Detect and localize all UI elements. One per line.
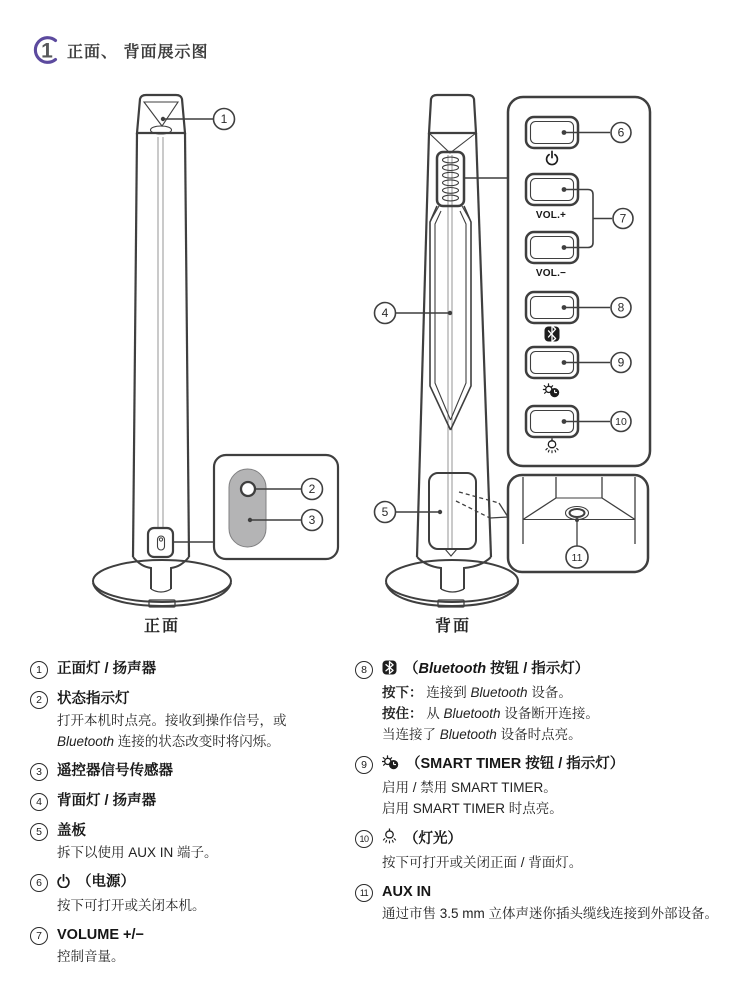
callout-number-badge: 4 xyxy=(30,793,48,811)
legend-item-body xyxy=(57,659,350,680)
svg-text:3: 3 xyxy=(308,513,316,527)
legend-item-title xyxy=(57,821,350,842)
text-segment: 当连接了 xyxy=(382,727,440,742)
callout-9 xyxy=(564,353,631,373)
status-indicator xyxy=(241,482,255,496)
back-caption: 背面 xyxy=(434,618,472,635)
callout-number-badge: 10 xyxy=(355,830,373,848)
legend-item-body xyxy=(57,689,350,752)
callout-5 xyxy=(375,502,443,523)
front-base xyxy=(93,560,231,602)
legend-right-column xyxy=(355,659,740,933)
legend-item-title xyxy=(57,925,350,946)
legend-item-desc xyxy=(57,842,350,863)
legend-item-title xyxy=(57,872,350,895)
vol-minus-label: VOL.− xyxy=(535,268,567,279)
text-segment: 从 xyxy=(422,706,444,721)
text-segment: Bluetooth xyxy=(439,727,497,742)
text-segment: （电源） xyxy=(77,874,135,890)
remote-sensor-area xyxy=(229,469,266,547)
button-panel-inset xyxy=(508,97,650,466)
svg-text:10: 10 xyxy=(615,416,627,429)
text-segment: Bluetooth xyxy=(470,685,528,700)
svg-text:6: 6 xyxy=(617,125,625,140)
legend-item-7 xyxy=(30,925,350,967)
text-segment: VOLUME +/− xyxy=(57,927,145,943)
legend-item-5 xyxy=(30,821,350,863)
svg-text:9: 9 xyxy=(617,355,625,370)
legend-item-desc xyxy=(382,724,740,745)
callout-6 xyxy=(564,123,631,143)
text-segment: 按住： xyxy=(382,706,423,721)
legend-left-column xyxy=(30,659,350,976)
front-light-aperture xyxy=(144,102,178,126)
callout-11 xyxy=(566,518,588,568)
text-segment: 启用 / 禁用 SMART TIMER。 xyxy=(382,780,557,795)
text-segment: AUX IN xyxy=(382,884,432,900)
text-segment: 状态指示灯 xyxy=(57,691,130,707)
smart-timer-icon xyxy=(543,384,559,397)
text-segment: （SMART TIMER 按钮 / 指示灯） xyxy=(406,756,625,772)
legend-item-desc xyxy=(382,798,740,819)
legend-item-body xyxy=(57,791,350,812)
chapter-number: 1 xyxy=(41,39,53,63)
bluetooth-icon xyxy=(382,660,397,682)
legend-item-body xyxy=(382,882,740,924)
svg-text:1: 1 xyxy=(220,112,228,126)
front-detail-inset xyxy=(214,455,338,559)
text-segment: 打开本机时点亮。接收到操作信号，或 xyxy=(57,713,287,728)
text-segment: Bluetooth xyxy=(418,661,487,677)
legend-item-title xyxy=(57,761,350,782)
smart-timer-icon xyxy=(382,755,399,777)
text-segment: 设备。 xyxy=(527,685,572,700)
text-segment: 正面灯 / 扬声器 xyxy=(57,661,157,677)
svg-text:4: 4 xyxy=(381,306,389,320)
front-tower-illustration xyxy=(93,95,235,635)
legend-item-8 xyxy=(355,659,740,745)
svg-text:5: 5 xyxy=(381,505,389,519)
text-segment: 按钮 / 指示灯） xyxy=(486,661,590,677)
text-segment: 控制音量。 xyxy=(57,949,125,964)
legend-item-desc xyxy=(382,852,740,873)
legend-item-desc xyxy=(57,946,350,967)
legend-item-title xyxy=(382,882,740,903)
text-segment: Bluetooth xyxy=(57,734,115,749)
legend-item-body xyxy=(382,754,740,819)
status-window xyxy=(148,528,173,557)
callout-number-badge: 9 xyxy=(355,756,373,774)
callout-number-badge: 2 xyxy=(30,691,48,709)
text-segment: （灯光） xyxy=(404,831,462,847)
callout-number-badge: 7 xyxy=(30,927,48,945)
back-light-panel xyxy=(430,206,471,430)
legend-item-title xyxy=(382,828,740,852)
legend-item-3 xyxy=(30,761,350,782)
lamp-icon xyxy=(382,828,397,852)
text-segment: 遥控器信号传感器 xyxy=(57,763,173,779)
front-caption: 正面 xyxy=(143,618,181,635)
text-segment: 按下可打开或关闭正面 / 背面灯。 xyxy=(382,855,583,870)
svg-text:2: 2 xyxy=(308,482,316,496)
legend-item-2 xyxy=(30,689,350,752)
text-segment: 设备断开连接。 xyxy=(500,706,599,721)
text-segment: 启用 SMART TIMER 时点亮。 xyxy=(382,801,563,816)
legend-item-title xyxy=(382,754,740,777)
power-icon xyxy=(57,874,70,895)
back-tower-illustration xyxy=(375,95,519,635)
legend-item-desc xyxy=(57,895,350,916)
callout-number-badge: 5 xyxy=(30,823,48,841)
legend-item-desc xyxy=(382,703,740,724)
power-icon xyxy=(547,151,558,164)
legend-item-body xyxy=(382,828,740,873)
lamp-icon xyxy=(546,438,558,453)
svg-text:11: 11 xyxy=(571,551,583,564)
callout-number-badge: 11 xyxy=(355,884,373,902)
callout-10 xyxy=(564,412,631,432)
legend-item-desc xyxy=(57,731,350,752)
legend-item-10 xyxy=(355,828,740,873)
legend-item-desc xyxy=(382,903,740,924)
legend-item-title xyxy=(57,791,350,812)
back-button-strip xyxy=(431,152,508,220)
text-segment: Bluetooth xyxy=(443,706,501,721)
text-segment: 拆下以使用 AUX IN 端子。 xyxy=(57,845,218,860)
legend-item-11 xyxy=(355,882,740,924)
svg-text:7: 7 xyxy=(619,211,627,226)
aux-leader-lines xyxy=(456,492,508,518)
text-segment: 通过市售 3.5 mm 立体声迷你插头缆线连接到外部设备。 xyxy=(382,906,719,921)
text-segment: （ xyxy=(404,661,419,677)
cover-panel xyxy=(429,473,476,549)
aux-in-inset xyxy=(508,475,648,572)
legend-item-4 xyxy=(30,791,350,812)
callout-7 xyxy=(564,190,633,248)
text-segment: 连接的状态改变时将闪烁。 xyxy=(114,734,280,749)
callout-number-badge: 3 xyxy=(30,763,48,781)
text-segment: 背面灯 / 扬声器 xyxy=(57,793,157,809)
svg-text:8: 8 xyxy=(617,300,625,315)
vol-plus-label: VOL.+ xyxy=(535,210,567,221)
callout-8 xyxy=(564,298,631,318)
bluetooth-icon xyxy=(545,326,560,342)
page-title: 正面、 背面展示图 xyxy=(67,43,209,61)
text-segment: 设备时点亮。 xyxy=(496,727,582,742)
legend-item-desc xyxy=(382,682,740,703)
legend-item-title xyxy=(382,659,740,682)
legend-item-desc xyxy=(57,710,350,731)
legend-item-body xyxy=(57,761,350,782)
back-base xyxy=(386,560,518,602)
callout-4 xyxy=(375,303,453,324)
legend-item-body xyxy=(57,925,350,967)
callout-number-badge: 1 xyxy=(30,661,48,679)
legend-item-desc xyxy=(382,777,740,798)
legend-item-body xyxy=(57,821,350,863)
legend-item-6 xyxy=(30,872,350,916)
legend-item-title xyxy=(57,689,350,710)
legend-item-body xyxy=(382,659,740,745)
text-segment: 按下可打开或关闭本机。 xyxy=(57,898,206,913)
legend-item-title xyxy=(57,659,350,680)
legend-item-9 xyxy=(355,754,740,819)
text-segment: 盖板 xyxy=(57,823,86,839)
text-segment: 按下： xyxy=(382,685,423,700)
callout-number-badge: 8 xyxy=(355,661,373,679)
callout-number-badge: 6 xyxy=(30,874,48,892)
legend-item-1 xyxy=(30,659,350,680)
legend-item-body xyxy=(57,872,350,916)
text-segment: 连接到 xyxy=(422,685,471,700)
